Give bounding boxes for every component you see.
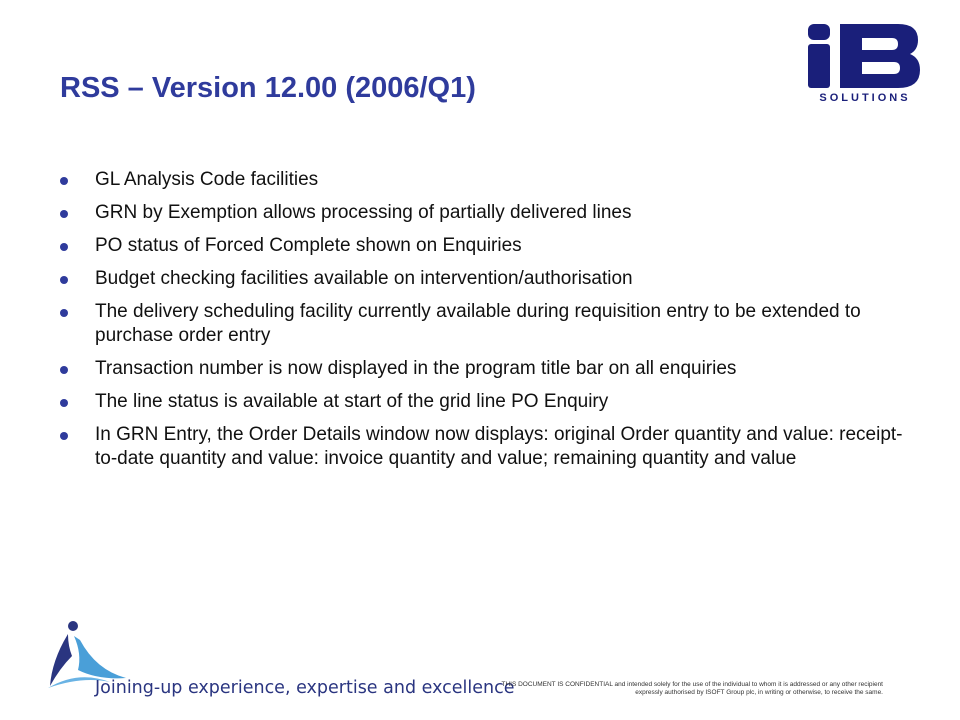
bullet-text: The delivery scheduling facility currently available during requisition entry to be extended to purchase order entry (95, 301, 861, 346)
bullet-icon (60, 366, 68, 374)
bullet-icon (60, 276, 68, 284)
bullet-item (60, 234, 910, 258)
bullet-icon (60, 177, 68, 185)
logo-subtitle: SOLUTIONS (819, 92, 911, 104)
footer-tagline: Joining-up experience, expertise and excellence (95, 678, 515, 698)
bullet-text: GL Analysis Code facilities (95, 169, 319, 190)
bullet-list (60, 168, 910, 480)
bullet-item (60, 201, 910, 225)
bullet-text: Transaction number is now displayed in the program title bar on all enquiries (95, 358, 737, 379)
bullet-item (60, 390, 910, 414)
bullet-item (60, 168, 910, 192)
bullet-text: GRN by Exemption allows processing of partially delivered lines (95, 202, 632, 223)
bullet-text: PO status of Forced Complete shown on Enquiries (95, 235, 522, 256)
bullet-text: In GRN Entry, the Order Details window now displays: original Order quantity and value: receipt-to-date quantity and value: invoice quantity and value; remaining quantity and value (95, 424, 903, 469)
bullet-icon (60, 309, 68, 317)
footer-disclaimer: THIS DOCUMENT IS CONFIDENTIAL and intended solely for the use of the individual to whom it is addressed or any other recipient expressly authorised by ISOFT Group plc, in writing or otherwise, to receive the same. (501, 681, 883, 696)
bullet-icon (60, 243, 68, 251)
ib-solutions-logo (806, 22, 924, 106)
bullet-icon (60, 399, 68, 407)
slide-title: RSS – Version 12.00 (2006/Q1) (60, 72, 476, 104)
bullet-icon (60, 432, 68, 440)
bullet-item (60, 267, 910, 291)
bullet-text: Budget checking facilities available on intervention/authorisation (95, 268, 633, 289)
bullet-item (60, 423, 910, 471)
ib-logo-mark (806, 22, 924, 90)
bullet-text: The line status is available at start of the grid line PO Enquiry (95, 391, 609, 412)
bullet-item (60, 357, 910, 381)
bullet-icon (60, 210, 68, 218)
bullet-item (60, 300, 910, 348)
